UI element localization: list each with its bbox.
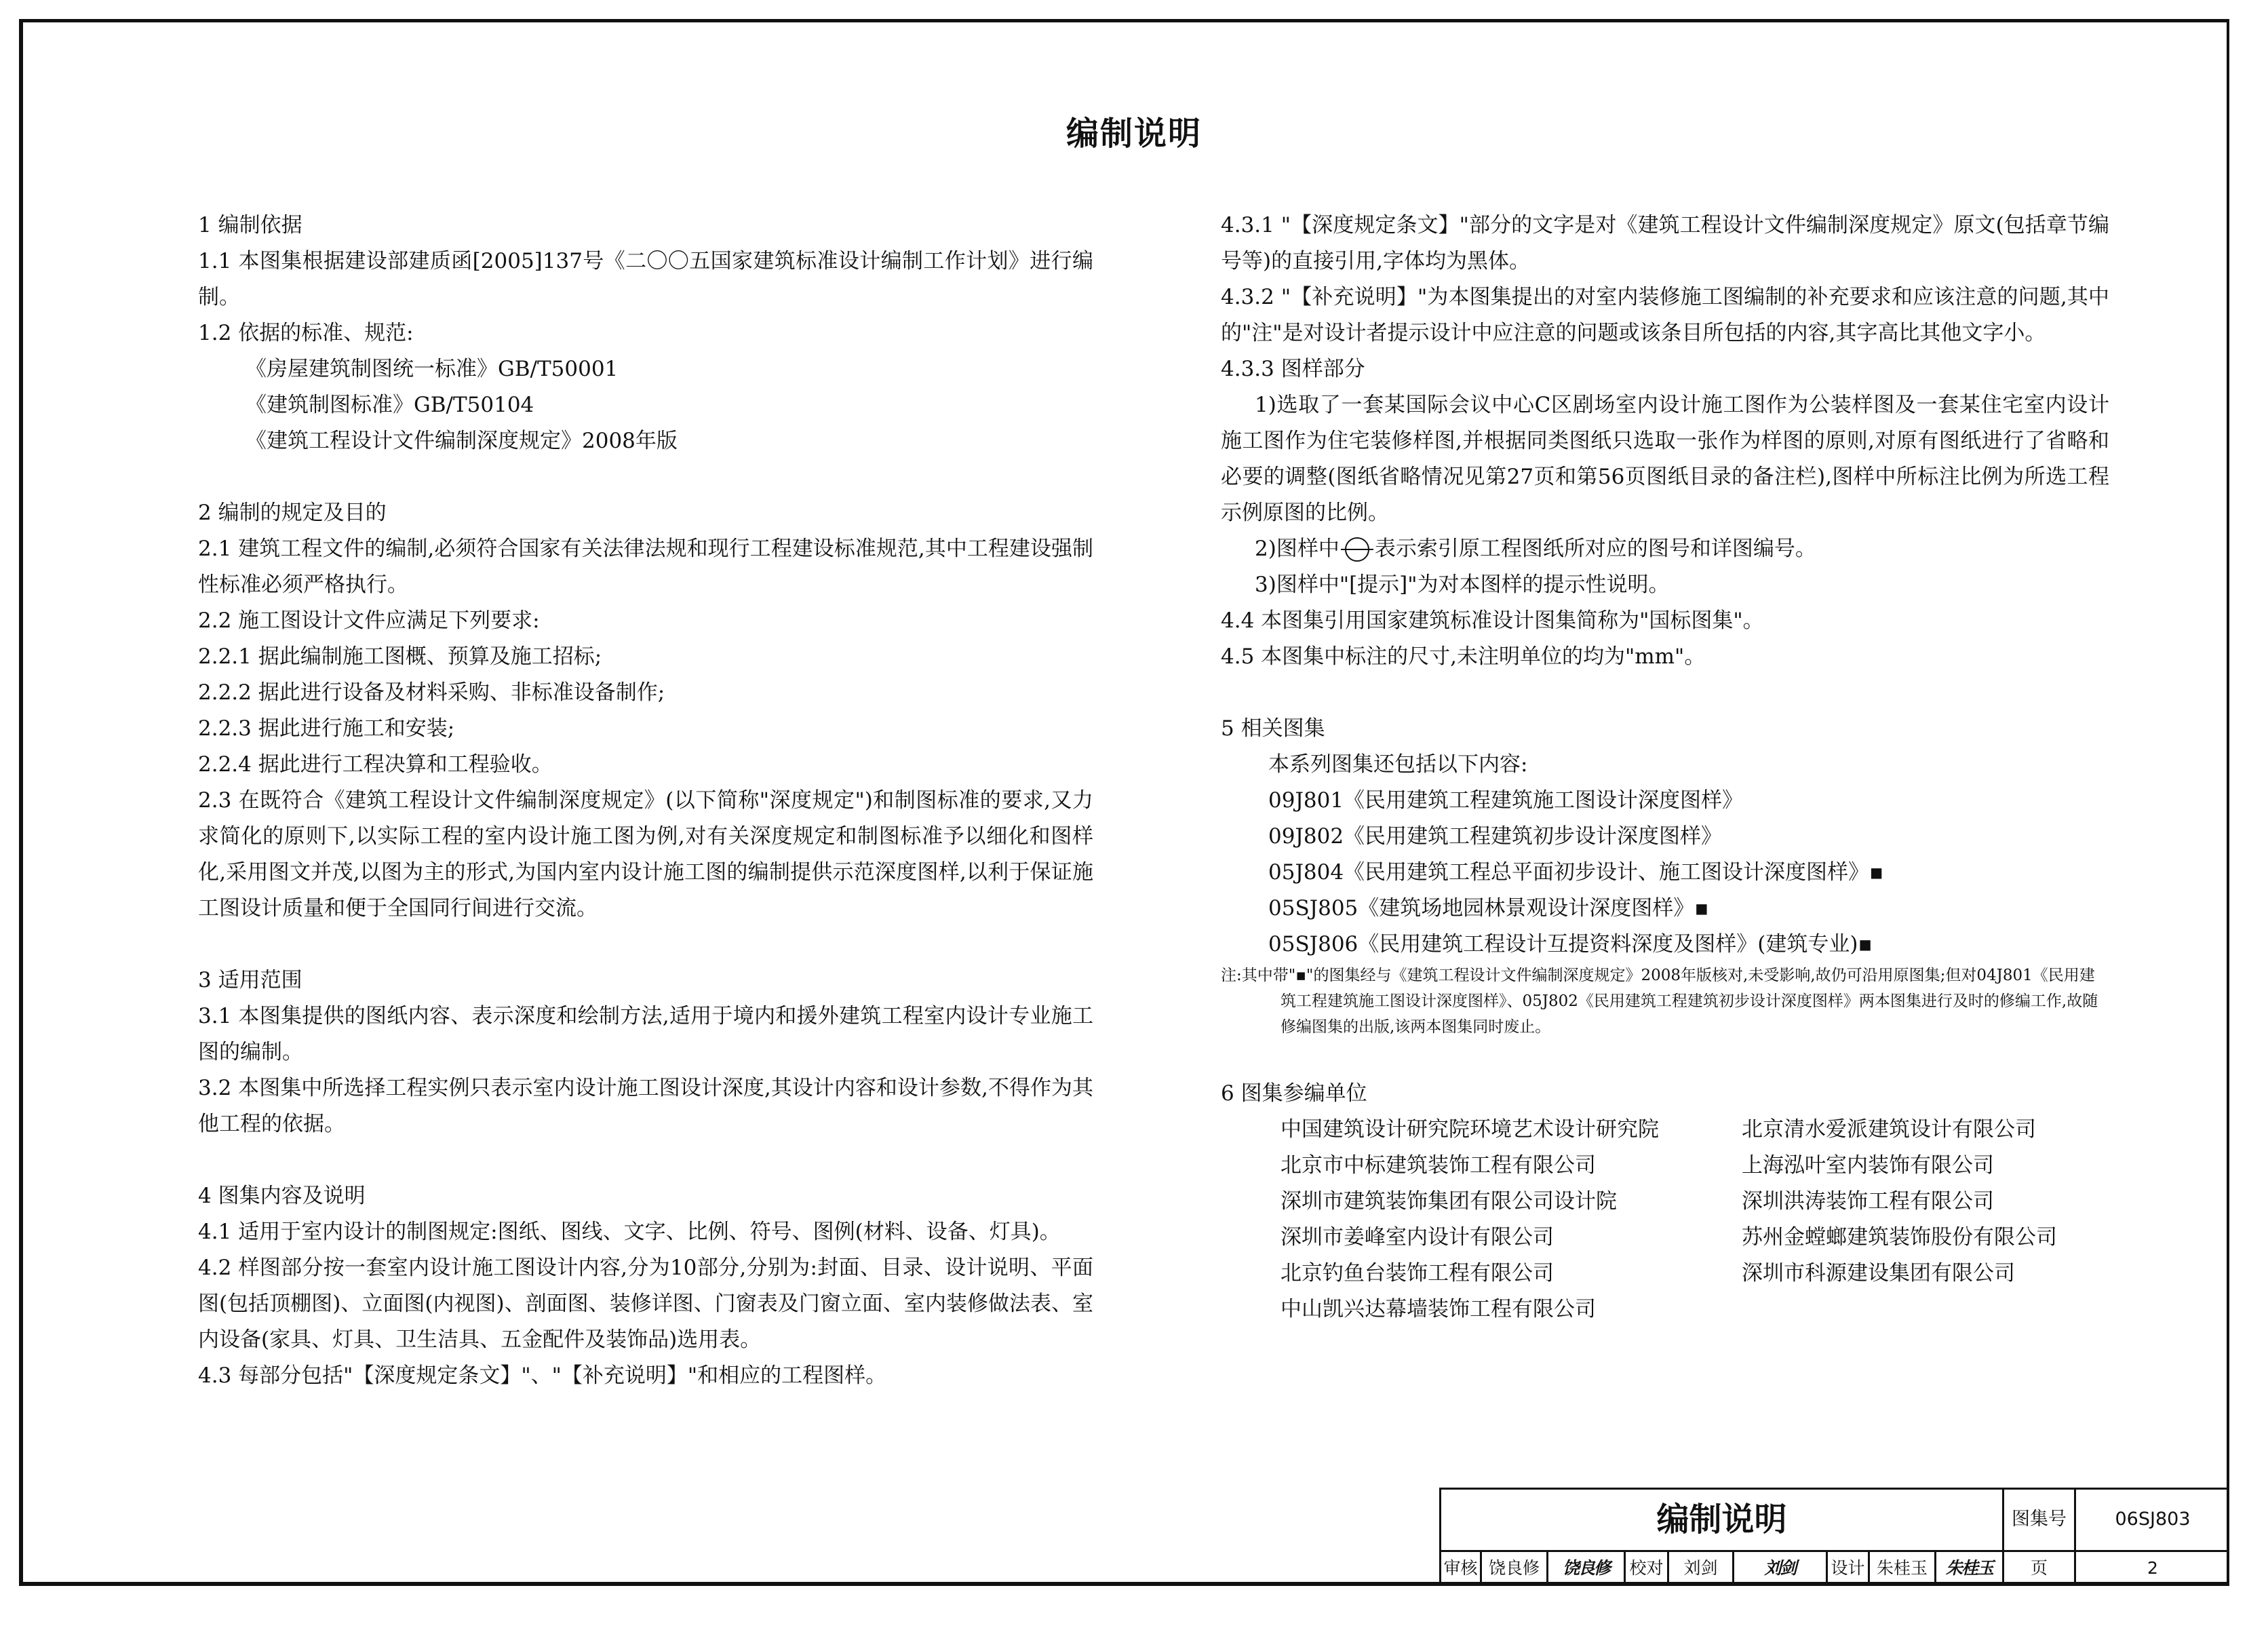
org-name: 深圳市建筑装饰集团有限公司设计院 (1280, 1189, 1617, 1214)
page-number: 2 (2076, 1552, 2229, 1586)
section-heading: 5 相关图集 (1221, 716, 1325, 741)
reviewer-signature: 饶良修 (1548, 1552, 1626, 1586)
designer-name: 朱桂玉 (1870, 1552, 1936, 1586)
page-title: 编制说明 (1065, 115, 1202, 153)
body-text: 4.4 本图集引用国家建筑标准设计图集简称为"国标图集"。 (1221, 608, 1764, 633)
design-label: 设计 (1828, 1552, 1870, 1586)
body-text: 4.3 每部分包括"【深度规定条文】"、"【补充说明】"和相应的工程图样。 (198, 1363, 887, 1388)
org-name: 深圳市姜峰室内设计有限公司 (1280, 1225, 1554, 1249)
title-block (1439, 1488, 2227, 1586)
org-name: 北京市中标建筑装饰工程有限公司 (1280, 1153, 1596, 1178)
org-name: 北京清水爱派建筑设计有限公司 (1742, 1117, 2036, 1142)
note-text: 注:其中带"▪"的图集经与《建筑工程设计文件编制深度规定》2008年版核对,未受影响,故仍可沿用原图集;但对04J801《民用建筑工程建筑施工图设计深度图样》、05J802《民用建筑工程建筑初步设计深度图样》两本图集进行及时的修编工作,故随修编图集的出版,该两本图集同时废止。 (1221, 967, 2098, 1036)
right-lines-before (1221, 208, 2109, 531)
body-text: 09J802《民用建筑工程建筑初步设计深度图样》 (1268, 824, 1723, 849)
section-6-heading: 6 图集参编单位 (1221, 1081, 1367, 1106)
section-heading: 4 图集内容及说明 (198, 1184, 366, 1208)
section-heading: 2 编制的规定及目的 (198, 501, 387, 525)
body-text: 4.3.1 "【深度规定条文】"部分的文字是对《建筑工程设计文件编制深度规定》原文(包括章节编号等)的直接引用,字体均为黑体。 (1221, 213, 2109, 273)
body-text: 2.1 建筑工程文件的编制,必须符合国家有关法律法规和现行工程建设标准规范,其中工程建设强制性标准必须严格执行。 (198, 537, 1093, 597)
review-label: 审核 (1441, 1552, 1482, 1586)
org-list (1221, 1112, 2109, 1327)
org-name: 北京钓鱼台装饰工程有限公司 (1280, 1261, 1554, 1285)
body-text: 3.1 本图集提供的图纸内容、表示深度和绘制方法,适用于境内和援外建筑工程室内设计专业施工图的编制。 (198, 1004, 1093, 1064)
section-gap (1221, 675, 2109, 711)
body-text: 《房屋建筑制图统一标准》GB/T50001 (246, 357, 619, 381)
body-text: 05SJ805《建筑场地园林景观设计深度图样》▪ (1268, 896, 1709, 920)
title-block-name: 编制说明 (1441, 1490, 2004, 1552)
atlas-label: 图集号 (2004, 1490, 2076, 1552)
checker-signature: 刘剑 (1734, 1552, 1828, 1586)
index-symbol-icon (1341, 537, 1373, 563)
body-text: 4.2 样图部分按一套室内设计施工图设计内容,分为10部分,分别为:封面、目录、设计说明、平面图(包括顶棚图)、立面图(内视图)、剖面图、装修详图、门窗表及门窗立面、室内装修做法表、室内设备(家具、灯具、卫生洁具、五金配件及装饰品)选用表。 (198, 1256, 1093, 1352)
page-label: 页 (2004, 1552, 2076, 1586)
section-heading: 1 编制依据 (198, 213, 302, 237)
check-label: 校对 (1626, 1552, 1669, 1586)
checker-name: 刘剑 (1669, 1552, 1734, 1586)
body-text: 2.2.2 据此进行设备及材料采购、非标准设备制作; (198, 680, 665, 705)
org-name: 中国建筑设计研究院环境艺术设计研究院 (1280, 1117, 1659, 1142)
body-text: 4.3.2 "【补充说明】"为本图集提出的对室内装修施工图编制的补充要求和应该注意的问题,其中的"注"是对设计者提示设计中应注意的问题或该条目所包括的内容,其字高比其他文字小。 (1221, 285, 2109, 345)
symbol-line-suffix: 表示索引原工程图纸所对应的图号和详图编号。 (1374, 537, 1816, 561)
body-text: 2.3 在既符合《建筑工程设计文件编制深度规定》(以下简称"深度规定")和制图标准的要求,又力求简化的原则下,以实际工程的室内设计施工图为例,对有关深度规定和制图标准予以细化和图样化,采用图文并茂,以图为主的形式,为国内室内设计施工图的编制提供示范深度图样,以利于保证施工图设计质量和便于全国同行间进行交流。 (198, 788, 1093, 920)
body-text: 2.2.4 据此进行工程决算和工程验收。 (198, 752, 553, 777)
reviewer-name: 饶良修 (1482, 1552, 1548, 1586)
body-text: 《建筑制图标准》GB/T50104 (246, 393, 534, 417)
section-gap (198, 927, 1093, 963)
symbol-line (1221, 531, 2109, 567)
body-text: 3.2 本图集中所选择工程实例只表示室内设计施工图设计深度,其设计内容和设计参数,不得作为其他工程的依据。 (198, 1076, 1093, 1136)
org-name: 上海泓叶室内装饰有限公司 (1742, 1153, 1994, 1178)
body-text: 2.2.3 据此进行施工和安装; (198, 716, 455, 741)
org-name: 深圳市科源建设集团有限公司 (1742, 1261, 2015, 1285)
section-gap (198, 459, 1093, 495)
left-column (198, 208, 1093, 1394)
section-heading: 3 适用范围 (198, 968, 302, 992)
body-text: 05J804《民用建筑工程总平面初步设计、施工图设计深度图样》▪ (1268, 860, 1884, 885)
org-name: 苏州金螳螂建筑装饰股份有限公司 (1742, 1225, 2057, 1249)
org-name: 深圳洪涛装饰工程有限公司 (1742, 1189, 1994, 1214)
body-text: 4.1 适用于室内设计的制图规定:图纸、图线、文字、比例、符号、图例(材料、设备、灯具)。 (198, 1220, 1061, 1244)
body-text: 09J801《民用建筑工程建筑施工图设计深度图样》 (1268, 788, 1744, 813)
body-text: 4.3.3 图样部分 (1221, 357, 1365, 381)
symbol-line-prefix: 2)图样中 (1255, 537, 1340, 561)
body-text: 2.2 施工图设计文件应满足下列要求: (198, 608, 540, 633)
org-name (1742, 1292, 2122, 1327)
right-lines-after (1221, 567, 2109, 963)
org-name: 中山凯兴达幕墙装饰工程有限公司 (1280, 1297, 1596, 1321)
body-text: 1.1 本图集根据建设部建质函[2005]137号《二〇〇五国家建筑标准设计编制工作计划》进行编制。 (198, 249, 1093, 309)
body-text: 05SJ806《民用建筑工程设计互提资料深度及图样》(建筑专业)▪ (1268, 932, 1873, 956)
body-text: 3)图样中"[提示]"为对本图样的提示性说明。 (1255, 573, 1670, 597)
body-text: 1)选取了一套某国际会议中心C区剧场室内设计施工图作为公装样图及一套某住宅室内设计施工图作为住宅装修样图,并根据同类图纸只选取一张作为样图的原则,对原有图纸进行了省略和必要的调整(图纸省略情况见第27页和第56页图纸目录的备注栏),图样中所标注比例为所选工程示例原图的比例。 (1221, 393, 2109, 525)
body-text: 1.2 依据的标准、规范: (198, 321, 414, 345)
body-text: 《建筑工程设计文件编制深度规定》2008年版 (246, 429, 678, 453)
designer-signature: 朱桂玉 (1936, 1552, 2004, 1586)
section-gap (198, 1142, 1093, 1178)
frame-right-edge (2227, 19, 2229, 1586)
body-text: 本系列图集还包括以下内容: (1268, 752, 1528, 777)
atlas-number: 06SJ803 (2076, 1490, 2229, 1552)
right-column (1221, 208, 2109, 1327)
body-text: 4.5 本图集中标注的尺寸,未注明单位的均为"mm"。 (1221, 644, 1706, 669)
body-text: 2.2.1 据此编制施工图概、预算及施工招标; (198, 644, 602, 669)
